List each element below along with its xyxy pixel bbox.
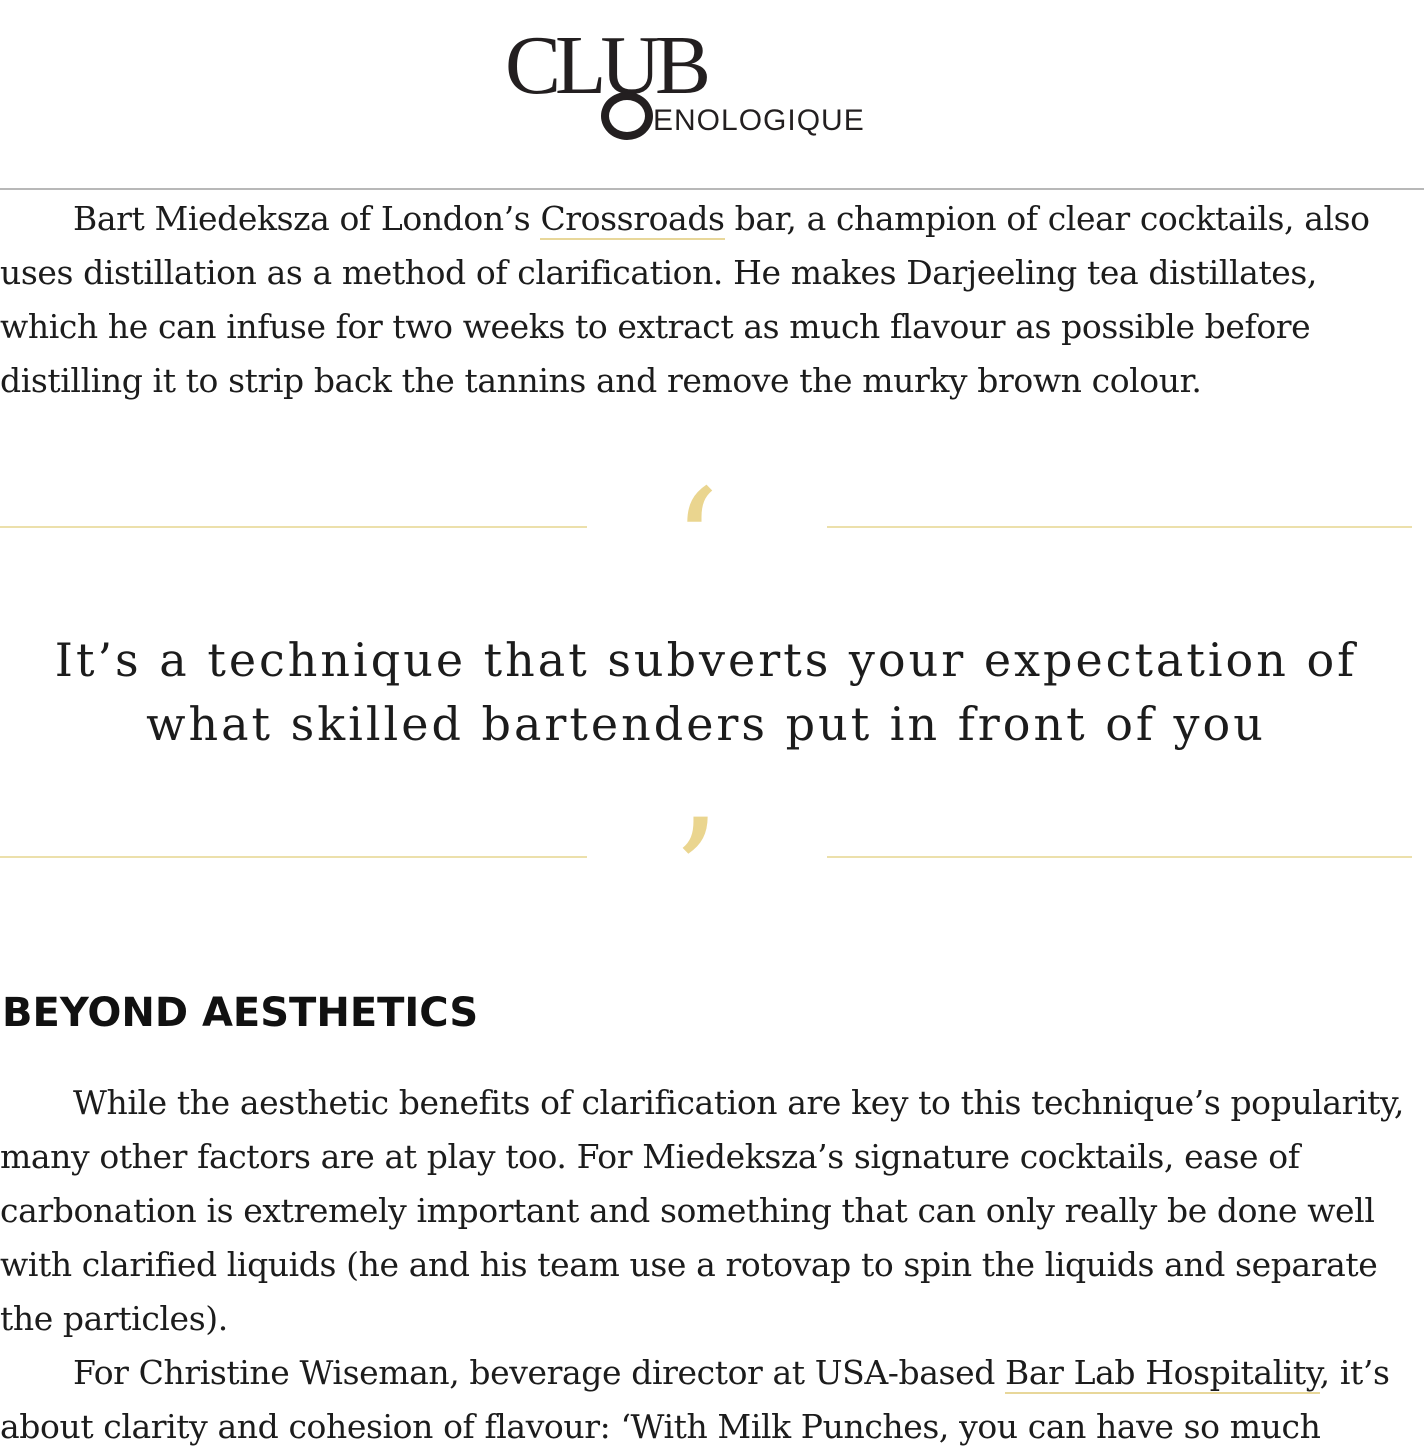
quote-rule-top-left: [0, 526, 587, 528]
logo-subtitle: ENOLOGIQUE: [653, 104, 865, 137]
paragraph-text: For Christine Wiseman, beverage director at USA-based: [73, 1353, 1006, 1392]
section-heading: BEYOND AESTHETICS: [2, 990, 479, 1036]
open-quote-icon: ‘: [672, 458, 720, 632]
crossroads-link[interactable]: Crossroads: [540, 199, 725, 238]
article-paragraph-1: [0, 192, 1415, 408]
quote-rule-bottom-left: [0, 856, 587, 858]
site-header: [0, 0, 1424, 190]
quote-rule-bottom-right: [827, 856, 1412, 858]
paragraph-text: bar, a champion of clear cocktails, also uses distillation as a method of clarification. He makes Darjeeling tea distillates, which he can infuse for two weeks to extract as much flavour as possible before distilling it to strip back the tannins and remove the murky brown colour.: [0, 199, 1370, 400]
club-oenologique-logo[interactable]: [505, 19, 875, 152]
logo-o-ring: [601, 92, 653, 140]
paragraph-text: Bart Miedeksza of London’s: [73, 199, 541, 238]
pull-quote-text: It’s a technique that subverts your expectation of what skilled bartenders put in front of you: [54, 633, 1358, 751]
logo-wordmark: CLUB: [505, 19, 706, 112]
article-paragraph-3: [0, 1346, 1415, 1454]
paragraph-text: , it’s about clarity and cohesion of flavour: ‘With Milk Punches, you can have so much: [0, 1353, 1390, 1446]
close-quote-icon: ’: [672, 788, 720, 962]
article-paragraph-2: While the aesthetic benefits of clarification are key to this technique’s popularity, many other factors are at play too. For Miedeksza’s signature cocktails, ease of carbonation is extremely important and something that can only really be done well with clarified liquids (he and his team use a rotovap to spin the liquids and separate the particles).: [0, 1083, 1404, 1338]
quote-rule-top-right: [827, 526, 1412, 528]
bar-lab-hospitality-link[interactable]: Bar Lab Hospitality: [1005, 1353, 1320, 1392]
